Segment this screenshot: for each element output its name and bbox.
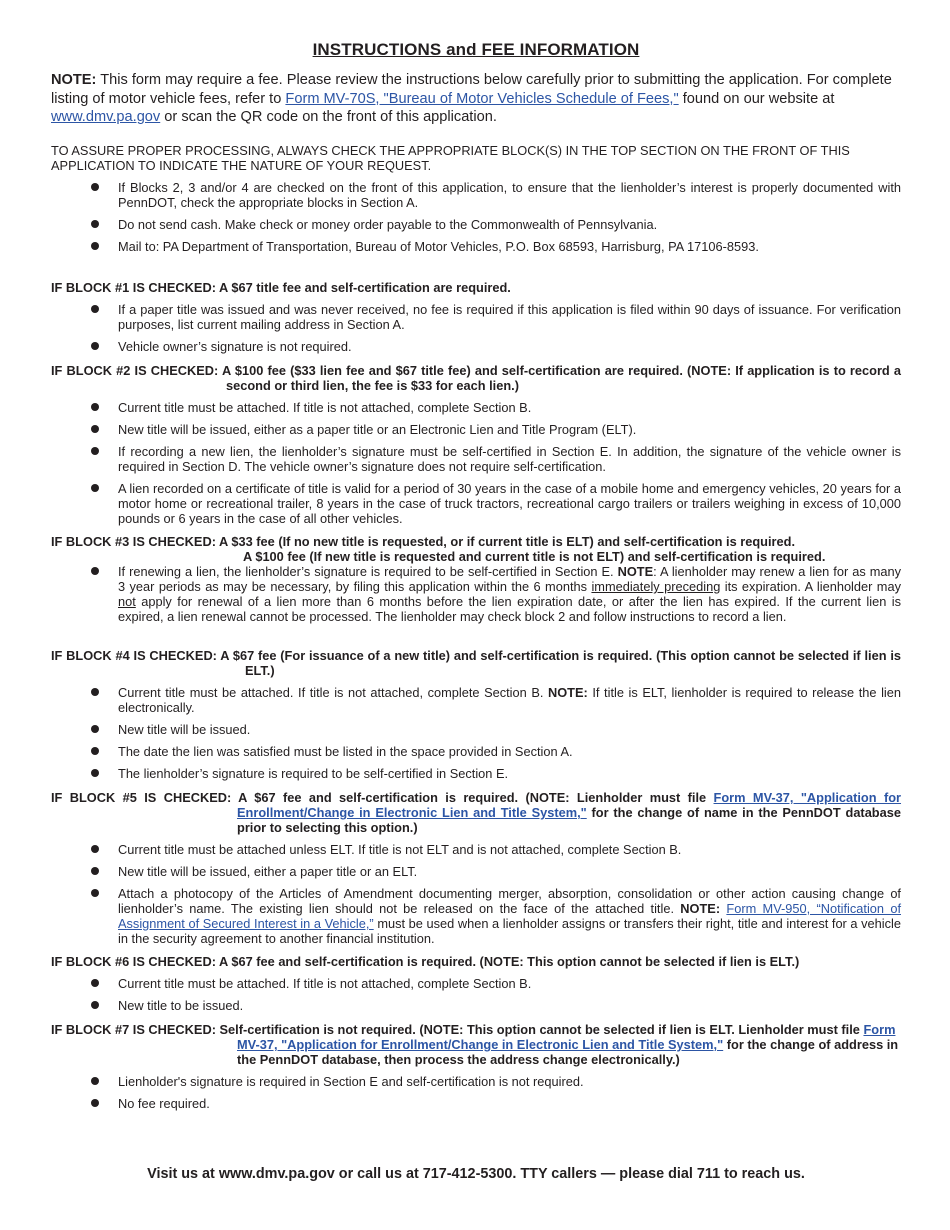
list-item: Current title must be attached. If title is not attached, complete Section B.: [51, 976, 901, 991]
bullet-icon: [91, 342, 99, 350]
processing-notice: TO ASSURE PROPER PROCESSING, ALWAYS CHECK THE APPROPRIATE BLOCK(S) IN THE TOP SECTION ON THE FRONT OF THIS APPLICATION TO INDICATE THE NATURE OF YOUR REQUEST.: [51, 143, 850, 173]
list-item: A lien recorded on a certificate of title is valid for a period of 30 years in the case of a mobile home and emergency vehicles, 20 years for a motor home or recreational trailer, 8 years in the case of truck tractors, recreational cargo trailers or trailers weighing in excess of 10,000 pounds or 6 years in the case of all other vehicles.: [51, 481, 901, 526]
fee-note: NOTE: This form may require a fee. Please review the instructions below carefully prior to submitting the application. For complete listing of motor vehicle fees, refer to Form MV-70S, "Bureau of Motor Vehicles Schedule of Fees," found on our website at www.dmv.pa.gov or scan the QR code on the front of this application.: [51, 72, 892, 125]
block-1-section: [51, 280, 901, 354]
block-6-list: [51, 976, 901, 1013]
list-item: If renewing a lien, the lienholder’s signature is required to be self-certified in Section E. NOTE: A lienholder may renew a lien for as many 3 year periods as may be necessary, by filing this application within the 6 months immediately preceding its expiration. A lienholder may not apply for renewal of a lien more than 6 months before the lien expiration date, or after the lien has expired. If the current lien is expired, a lien renewal cannot be processed. The lienholder may check block 2 and follow instructions to record a lien.: [51, 564, 901, 624]
bullet-icon: [91, 403, 99, 411]
block-4-list: [51, 685, 901, 781]
list-item: Mail to: PA Department of Transportation, Bureau of Motor Vehicles, P.O. Box 68593, Harrisburg, PA 17106-8593.: [51, 239, 901, 254]
block-5-section: [51, 790, 901, 946]
bullet-icon: [91, 1077, 99, 1085]
list-item: If recording a new lien, the lienholder’s signature must be self-certified in Section E. In addition, the signature of the vehicle owner is required in Section D. The vehicle owner’s signature does not require self-certification.: [51, 444, 901, 474]
mv37-link[interactable]: Form MV-37, "Application for Enrollment/Change in Electronic Lien and Title System,": [237, 790, 902, 820]
block-6-heading: IF BLOCK #6 IS CHECKED: A $67 fee and self-certification is required. (NOTE: This option cannot be selected if lien is ELT.): [51, 954, 800, 969]
block-7-list: [51, 1074, 901, 1111]
bullet-icon: [91, 1001, 99, 1009]
list-item: New title will be issued, either a paper title or an ELT.: [51, 864, 901, 879]
bullet-icon: [91, 979, 99, 987]
block-5-list: [51, 842, 901, 946]
list-item: New title will be issued.: [51, 722, 901, 737]
list-item: No fee required.: [51, 1096, 901, 1111]
block-4-heading: IF BLOCK #4 IS CHECKED: A $67 fee (For issuance of a new title) and self-certification is required. (This option cannot be selected if lien is ELT.): [51, 648, 901, 678]
block-3-list: [51, 564, 901, 624]
list-item: Current title must be attached unless ELT. If title is not ELT and is not attached, complete Section B.: [51, 842, 901, 857]
list-item: Vehicle owner’s signature is not required.: [51, 339, 901, 354]
general-list: [51, 180, 901, 254]
contact-footer: Visit us at www.dmv.pa.gov or call us at 717-412-5300. TTY callers — please dial 711 to reach us.: [147, 1166, 805, 1182]
block-3-section: [51, 534, 901, 624]
block-3-heading-2: A $100 fee (If new title is requested and current title is not ELT) and self-certification is required.: [243, 549, 826, 564]
block-7-heading: IF BLOCK #7 IS CHECKED: Self-certification is not required. (NOTE: This option cannot be selected if lien is ELT. Lienholder must file Form MV-37, "Application for Enrollment/Change in Electronic Lien and Title System," for the change of address in the PennDOT database, then process the address change electronically.): [51, 1022, 899, 1067]
list-item: Attach a photocopy of the Articles of Amendment documenting merger, absorption, consolidation or other action causing change of lienholder’s name. The existing lien should not be released on the face of the attached title. NOTE: Form MV-950, “Notification of Assignment of Secured Interest in a Vehicle,” must be used when a lienholder assigns or transfers their right, title and interest for a vehicle in the security agreement to another financial institution.: [51, 886, 901, 946]
list-item: New title will be issued, either as a paper title or an Electronic Lien and Title Program (ELT).: [51, 422, 901, 437]
mv70s-link[interactable]: Form MV-70S, "Bureau of Motor Vehicles Schedule of Fees,": [285, 90, 679, 107]
bullet-icon: [91, 183, 99, 191]
bullet-icon: [91, 688, 99, 696]
list-item: If Blocks 2, 3 and/or 4 are checked on the front of this application, to ensure that the lienholder’s interest is properly documented with PennDOT, check the appropriate blocks in Section A.: [51, 180, 901, 210]
bullet-icon: [91, 889, 99, 897]
block-2-heading: IF BLOCK #2 IS CHECKED: A $100 fee ($33 lien fee and $67 title fee) and self-certification are required. (NOTE: If application is to record a second or third lien, the fee is $33 for each lien.): [51, 363, 901, 393]
list-item: Current title must be attached. If title is not attached, complete Section B. NOTE: If title is ELT, lienholder is required to release the lien electronically.: [51, 685, 901, 715]
bullet-icon: [91, 845, 99, 853]
list-item: New title to be issued.: [51, 998, 901, 1013]
bullet-icon: [91, 447, 99, 455]
bullet-icon: [91, 484, 99, 492]
list-item: The lienholder’s signature is required to be self-certified in Section E.: [51, 766, 901, 781]
bullet-icon: [91, 1099, 99, 1107]
note-label: NOTE:: [51, 72, 97, 88]
mv37-link[interactable]: Form MV-37, "Application for Enrollment/Change in Electronic Lien and Title System,": [237, 1022, 896, 1052]
block-6-section: [51, 954, 901, 1013]
block-2-list: [51, 400, 901, 526]
list-item: The date the lien was satisfied must be listed in the space provided in Section A.: [51, 744, 901, 759]
bullet-icon: [91, 425, 99, 433]
list-item: Current title must be attached. If title is not attached, complete Section B.: [51, 400, 901, 415]
list-item: Lienholder's signature is required in Section E and self-certification is not required.: [51, 1074, 901, 1089]
bullet-icon: [91, 769, 99, 777]
block-3-heading: IF BLOCK #3 IS CHECKED: A $33 fee (If no new title is requested, or if current title is ELT) and self-certification is required.: [51, 534, 796, 549]
block-2-section: [51, 363, 901, 526]
mv950-link[interactable]: Form MV-950, “Notification of Assignment of Secured Interest in a Vehicle,”: [118, 901, 901, 931]
dmv-website-link[interactable]: www.dmv.pa.gov: [51, 109, 161, 125]
page-title: INSTRUCTIONS and FEE INFORMATION: [312, 40, 640, 59]
bullet-icon: [91, 567, 99, 575]
block-4-section: [51, 648, 901, 781]
block-1-heading: IF BLOCK #1 IS CHECKED: A $67 title fee and self-certification are required.: [51, 280, 511, 295]
bullet-icon: [91, 867, 99, 875]
bullet-icon: [91, 305, 99, 313]
block-5-heading: IF BLOCK #5 IS CHECKED: A $67 fee and self-certification is required. (NOTE: Lienholder must file Form MV-37, "Application for Enrollment/Change in Electronic Lien and Title System," for the change of name in the PennDOT database prior to selecting this option.): [51, 790, 902, 835]
general-instructions: [51, 143, 901, 254]
bullet-icon: [91, 242, 99, 250]
list-item: Do not send cash. Make check or money order payable to the Commonwealth of Pennsylvania.: [51, 217, 901, 232]
block-7-section: [51, 1022, 901, 1111]
bullet-icon: [91, 220, 99, 228]
list-item: If a paper title was issued and was never received, no fee is required if this application is filed within 90 days of issuance. For verification purposes, list current mailing address in Section A.: [51, 302, 901, 332]
bullet-icon: [91, 747, 99, 755]
block-1-list: [51, 302, 901, 354]
bullet-icon: [91, 725, 99, 733]
